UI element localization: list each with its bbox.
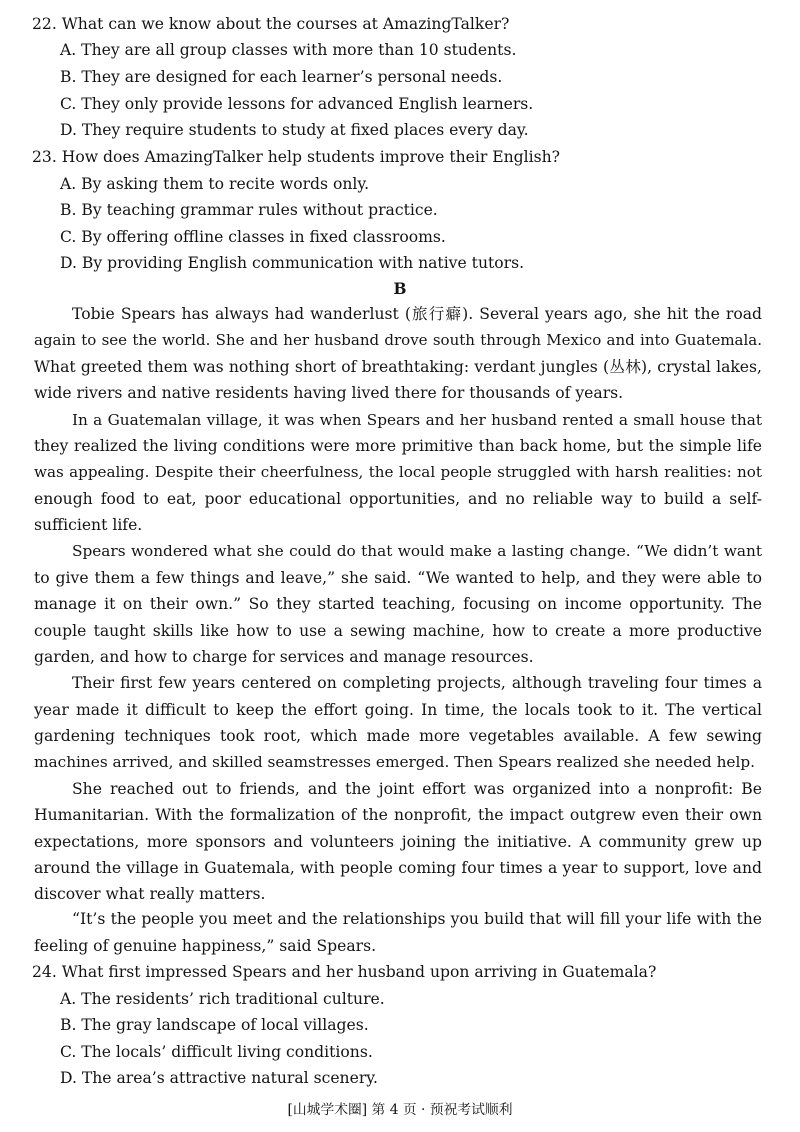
passage-line: enough food to eat, poor educational opportunities, and no reliable way to build a self- [34, 490, 762, 508]
passage-line: manage it on their own.” So they started teaching, focusing on income opportunity. The [34, 595, 762, 613]
question-23-option-d: D. By providing English communication with native tutors. [60, 254, 525, 272]
question-24-option-b: B. The gray landscape of local villages. [60, 1016, 369, 1034]
question-24-stem: 24. What first impressed Spears and her husband upon arriving in Guatemala? [32, 963, 657, 981]
question-24-option-c: C. The locals’ difficult living conditions. [60, 1043, 373, 1061]
passage-line: In a Guatemalan village, it was when Spears and her husband rented a small house that [72, 411, 762, 429]
question-23-option-a: A. By asking them to recite words only. [60, 175, 370, 193]
passage-line: around the village in Guatemala, with people coming four times a year to support, love and [34, 859, 762, 877]
passage-line: expectations, more sponsors and volunteers joining the initiative. A community grew up [34, 833, 762, 851]
passage-line: Humanitarian. With the formalization of the nonprofit, the impact outgrew even their own [34, 806, 762, 824]
passage-line: Their first few years centered on completing projects, although traveling four times a [72, 674, 762, 692]
passage-line: year made it difficult to keep the effort going. In time, the locals took to it. The vertical [34, 701, 762, 719]
passage-line: sufficient life. [34, 516, 143, 534]
question-22-option-b: B. They are designed for each learner’s personal needs. [60, 68, 503, 86]
passage-line: Tobie Spears has always had wanderlust (旅行癖). Several years ago, she hit the road [72, 305, 762, 323]
question-23-option-c: C. By offering offline classes in fixed classrooms. [60, 228, 446, 246]
question-22-option-a: A. They are all group classes with more than 10 students. [60, 41, 517, 59]
passage-line: couple taught skills like how to use a sewing machine, how to create a more productive [34, 622, 762, 640]
passage-line: Spears wondered what she could do that would make a lasting change. “We didn’t want [72, 542, 762, 560]
passage-line: feeling of genuine happiness,” said Spears. [34, 937, 377, 955]
page-footer: [山城学术圈] 第 4 页 · 预祝考试顺利 [287, 1102, 513, 1118]
question-22-stem: 22. What can we know about the courses at AmazingTalker? [32, 15, 510, 33]
question-23-option-b: B. By teaching grammar rules without practice. [60, 201, 438, 219]
passage-line: discover what really matters. [34, 885, 266, 903]
question-23-stem: 23. How does AmazingTalker help students improve their English? [32, 148, 561, 166]
question-24-option-a: A. The residents’ rich traditional culture. [60, 990, 385, 1008]
passage-line: garden, and how to charge for services and manage resources. [34, 648, 534, 666]
passage-line: gardening techniques took root, which made more vegetables available. A few sewing [34, 727, 762, 745]
passage-line: they realized the living conditions were more primitive than back home, but the simple life [34, 437, 762, 455]
passage-line: What greeted them was nothing short of breathtaking: verdant jungles (丛林), crystal lakes, [34, 358, 762, 376]
passage-line: to give them a few things and leave,” she said. “We wanted to help, and they were able to [34, 569, 762, 587]
passage-line: “It’s the people you meet and the relationships you build that will fill your life with the [72, 910, 762, 928]
passage-line: again to see the world. She and her husband drove south through Mexico and into Guatemala. [34, 331, 762, 349]
passage-line: machines arrived, and skilled seamstresses emerged. Then Spears realized she needed help. [34, 753, 756, 771]
passage-line: She reached out to friends, and the joint effort was organized into a nonprofit: Be [72, 780, 762, 798]
section-label: B [393, 280, 407, 298]
question-22-option-c: C. They only provide lessons for advanced English learners. [60, 95, 534, 113]
passage-line: wide rivers and native residents having lived there for thousands of years. [34, 384, 624, 402]
question-24-option-d: D. The area’s attractive natural scenery. [60, 1069, 378, 1087]
passage-line: was appealing. Despite their cheerfulness, the local people struggled with harsh realities: not [34, 463, 762, 481]
question-22-option-d: D. They require students to study at fixed places every day. [60, 121, 529, 139]
